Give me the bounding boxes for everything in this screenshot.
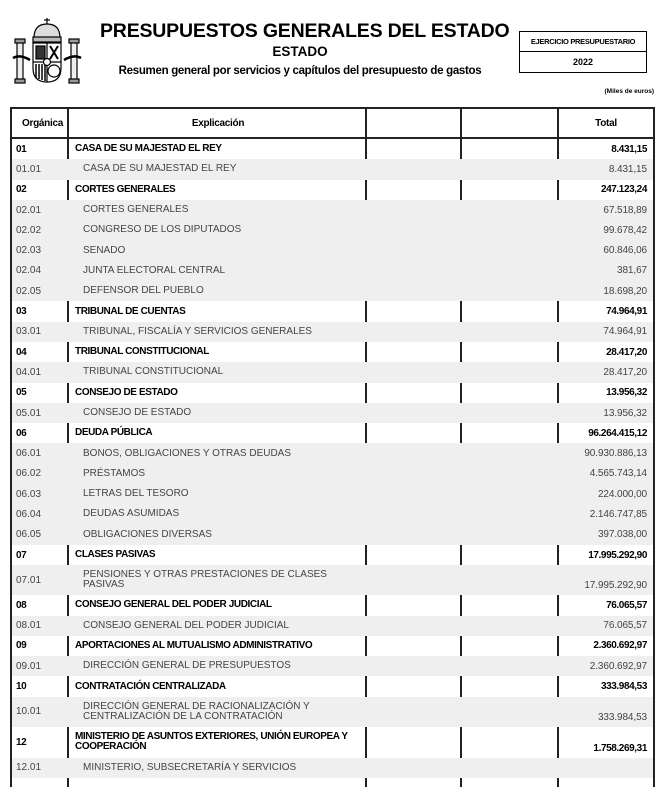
document-subtitle: ESTADO	[272, 44, 328, 59]
row-label: JUNTA ELECTORAL CENTRAL	[83, 264, 226, 276]
row-label: DIRECCIÓN GENERAL DE PRESUPUESTOS	[83, 660, 291, 672]
table-row	[12, 697, 653, 727]
table-row	[12, 636, 653, 656]
units-note: (Miles de euros)	[604, 88, 654, 95]
table-row	[12, 200, 653, 220]
row-label: CASA DE SU MAJESTAD EL REY	[83, 163, 237, 175]
table-row	[12, 301, 653, 321]
row-total: 2.360.692,97	[589, 660, 647, 672]
row-total: 60.846,06	[603, 245, 647, 257]
row-code: 02.03	[16, 245, 42, 257]
table-row	[12, 545, 653, 565]
row-code: 04.01	[16, 366, 42, 378]
row-total: 90.930.886,13	[584, 448, 647, 460]
row-label: BONOS, OBLIGACIONES Y OTRAS DEUDAS	[83, 447, 292, 459]
table-header	[12, 109, 653, 139]
header-organica: Orgánica	[22, 117, 63, 129]
row-label: CONTRATACIÓN CENTRALIZADA	[75, 680, 226, 692]
row-code: 06.04	[16, 508, 42, 520]
row-code: 10	[16, 681, 27, 693]
row-code: 02.05	[16, 285, 42, 297]
row-total: 333.984,53	[600, 681, 647, 693]
row-code: 06	[16, 427, 27, 439]
row-label: CLASES PASIVAS	[75, 549, 156, 561]
row-total: 74.964,91	[606, 306, 647, 318]
row-label: CONGRESO DE LOS DIPUTADOS	[83, 224, 242, 236]
row-label: MINISTERIO, SUBSECRETARÍA Y SERVICIOS	[83, 761, 297, 773]
row-total: 4.565.743,14	[589, 468, 647, 480]
row-code: 02.02	[16, 224, 42, 236]
table-row	[12, 504, 653, 524]
row-code: 01.01	[16, 163, 42, 175]
table-row	[12, 139, 653, 159]
row-total: 99.678,42	[603, 224, 647, 236]
row-label: TRIBUNAL CONSTITUCIONAL	[83, 366, 224, 378]
row-total: 74.964,91	[603, 326, 647, 338]
table-row	[12, 616, 653, 636]
row-total: 18.698,20	[603, 285, 647, 297]
table-row	[12, 180, 653, 200]
row-code: 05.01	[16, 407, 42, 419]
row-total: 1.758.269,31	[593, 742, 647, 754]
budget-table	[10, 107, 655, 787]
row-code: 09	[16, 640, 27, 652]
row-label: DIRECCIÓN GENERAL DE RACIONALIZACIÓN Y CENTRALIZACIÓN DE LA CONTRATACIÓN	[83, 700, 310, 722]
row-total: 333.984,53	[597, 711, 647, 723]
row-label: OBLIGACIONES DIVERSAS	[83, 528, 212, 540]
row-total: 13.956,32	[606, 387, 647, 399]
table-row	[12, 484, 653, 504]
row-code: 01	[16, 143, 27, 155]
fiscal-year-value: 2022	[572, 57, 594, 67]
spain-coat-of-arms-icon	[12, 16, 82, 88]
row-label: CASA DE SU MAJESTAD EL REY	[75, 143, 222, 155]
row-total: 397.038,00	[597, 529, 647, 541]
document-title-block	[100, 20, 510, 78]
header-explicacion: Explicación	[191, 117, 245, 129]
table-row	[12, 423, 653, 443]
table-row	[12, 676, 653, 696]
row-code: 02	[16, 184, 27, 196]
row-label: PENSIONES Y OTRAS PRESTACIONES DE CLASES PASIVAS	[83, 569, 327, 591]
table-row	[12, 383, 653, 403]
table-row	[12, 656, 653, 676]
row-label: MINISTERIO DE ASUNTOS EXTERIORES, UNIÓN EUROPEA Y COOPERACIÓN	[75, 731, 348, 753]
row-code: 03	[16, 306, 27, 318]
row-label: SENADO	[83, 244, 126, 256]
row-label: CONSEJO DE ESTADO	[83, 407, 192, 418]
row-code: 06.03	[16, 488, 42, 500]
row-label: DEUDA PÚBLICA	[75, 427, 153, 439]
row-total: 224.000,00	[597, 488, 647, 500]
header-total: Total	[595, 117, 617, 129]
row-code: 06.05	[16, 529, 42, 541]
table-row	[12, 322, 653, 342]
row-label: CONSEJO DE ESTADO	[75, 386, 178, 398]
document-title: PRESUPUESTOS GENERALES DEL ESTADO	[100, 20, 510, 42]
row-code: 06.01	[16, 448, 42, 460]
row-label: APORTACIONES AL MUTUALISMO ADMINISTRATIVO	[75, 639, 313, 651]
row-code: 06.02	[16, 468, 42, 480]
table-row	[12, 727, 653, 758]
table-row	[12, 464, 653, 484]
row-total: 76.065,57	[603, 620, 647, 632]
table-row	[12, 281, 653, 301]
table-row	[12, 525, 653, 545]
row-label: LETRAS DEL TESORO	[83, 488, 189, 500]
row-code: 08	[16, 599, 27, 611]
row-code: 04	[16, 346, 27, 358]
table-row	[12, 443, 653, 463]
table-row	[12, 342, 653, 362]
row-code: 12.01	[16, 762, 42, 774]
row-total: 67.518,89	[603, 204, 647, 216]
row-code: 08.01	[16, 620, 42, 632]
row-label: CORTES GENERALES	[83, 204, 189, 216]
row-total: 28.417,20	[603, 366, 647, 378]
row-total: 8.431,15	[608, 163, 647, 175]
row-label: DEFENSOR DEL PUEBLO	[83, 285, 204, 297]
row-total: 2.360.692,97	[593, 640, 647, 652]
table-body	[12, 139, 653, 778]
fiscal-year-box	[519, 31, 647, 73]
table-row	[12, 240, 653, 260]
row-code: 10.01	[16, 706, 42, 718]
row-label: TRIBUNAL, FISCALÍA Y SERVICIOS GENERALES	[83, 325, 312, 337]
row-label: CORTES GENERALES	[75, 183, 176, 195]
fiscal-year-label: EJERCICIO PRESUPUESTARIO	[520, 32, 646, 52]
row-total: 17.995.292,90	[588, 549, 647, 561]
row-code: 02.04	[16, 265, 42, 277]
table-row	[12, 159, 653, 179]
row-label: CONSEJO GENERAL DEL PODER JUDICIAL	[75, 599, 272, 611]
row-total: 76.065,57	[606, 599, 647, 611]
table-row	[12, 403, 653, 423]
row-label: TRIBUNAL CONSTITUCIONAL	[75, 346, 209, 358]
row-total: 8.431,15	[611, 143, 647, 155]
table-row	[12, 261, 653, 281]
row-label: PRÉSTAMOS	[83, 467, 146, 479]
row-code: 03.01	[16, 326, 42, 338]
header-blank-2	[462, 109, 559, 137]
row-total: 247.123,24	[600, 184, 647, 196]
row-total: 381,67	[617, 265, 647, 277]
row-total: 2.146.747,85	[589, 508, 647, 520]
table-row	[12, 362, 653, 382]
row-code: 07	[16, 549, 27, 561]
row-total: 28.417,20	[606, 346, 647, 358]
row-total: 13.956,32	[603, 407, 647, 419]
row-code: 07.01	[16, 574, 42, 586]
row-code: 12	[16, 736, 27, 748]
table-row	[12, 565, 653, 595]
table-row	[12, 220, 653, 240]
table-row	[12, 758, 653, 778]
table-row	[12, 595, 653, 615]
row-label: CONSEJO GENERAL DEL PODER JUDICIAL	[83, 619, 289, 631]
header-blank-1	[367, 109, 462, 137]
document-description: Resumen general por servicios y capítulos del presupuesto de gastos	[118, 65, 482, 77]
row-code: 05	[16, 387, 27, 399]
row-label: DEUDAS ASUMIDAS	[83, 508, 180, 520]
row-code: 09.01	[16, 660, 42, 672]
row-total: 17.995.292,90	[584, 580, 647, 592]
row-code: 02.01	[16, 204, 42, 216]
row-label: TRIBUNAL DE CUENTAS	[75, 305, 186, 317]
row-total: 96.264.415,12	[588, 427, 647, 439]
